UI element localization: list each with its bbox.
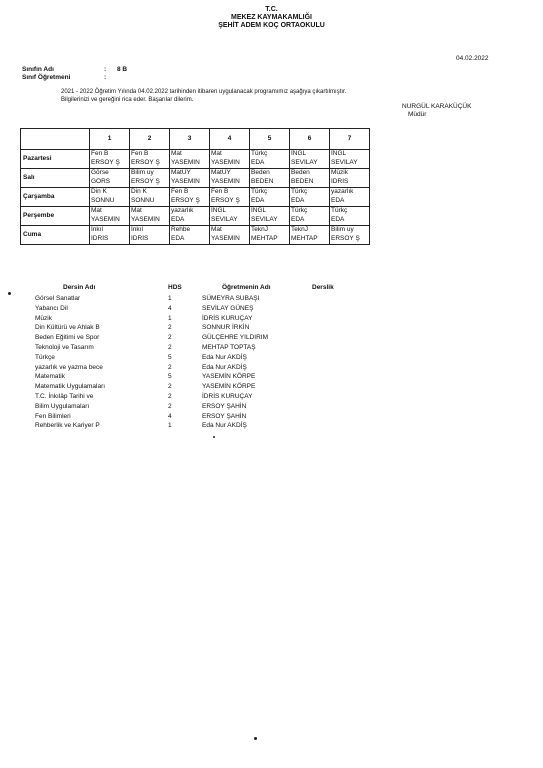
period-header: 4 <box>210 129 250 150</box>
lesson-cell <box>250 226 290 245</box>
lesson-cell <box>330 169 370 188</box>
course-teacher: SÜMEYRA SUBAŞI <box>202 295 260 302</box>
lesson-cell <box>250 150 290 169</box>
timetable-row <box>21 226 370 245</box>
lesson-cell <box>130 169 170 188</box>
course-hds: 1 <box>168 422 172 430</box>
lesson-subject: Din K <box>131 188 147 195</box>
course-teacher: YASEMİN KÖRPE <box>202 373 256 381</box>
lesson-subject: Beden <box>291 169 310 176</box>
course-name: Türkçe <box>35 353 55 361</box>
course-hds: 1 <box>168 314 172 322</box>
lesson-teacher: SONNU <box>91 197 115 204</box>
lesson-subject: İNGL <box>331 150 347 157</box>
lesson-subject: Rehbe <box>171 226 191 233</box>
lesson-subject: Din K <box>91 188 107 195</box>
lesson-cell <box>90 188 130 207</box>
lesson-cell <box>290 207 330 226</box>
lesson-subject: Fen B <box>91 150 109 157</box>
period-header: 5 <box>250 129 290 150</box>
lesson-subject: Mat <box>211 226 222 233</box>
lesson-cell <box>130 207 170 226</box>
lesson-subject: TeknJ <box>251 226 268 233</box>
course-name: Müzik <box>35 314 52 322</box>
lesson-cell <box>90 169 130 188</box>
lesson-subject: Türkç <box>251 188 268 195</box>
course-room-header: Derslik <box>312 284 334 291</box>
lesson-cell <box>130 188 170 207</box>
lesson-teacher: SEVİLAY <box>211 216 238 223</box>
lesson-teacher: ERSOY Ş <box>211 197 240 204</box>
lesson-cell <box>170 169 210 188</box>
lesson-teacher: YASEMİN <box>211 159 240 166</box>
class-teacher-separator: : <box>104 74 107 81</box>
lesson-teacher: YASEMİN <box>131 216 160 223</box>
lesson-teacher: EDA <box>291 216 305 223</box>
course-name: Matematik Uygulamaları <box>35 383 106 391</box>
lesson-teacher: EDA <box>251 159 265 166</box>
lesson-subject: Fen B <box>171 188 189 195</box>
lesson-teacher: SEVİLAY <box>331 159 358 166</box>
day-label: Perşembe <box>21 207 90 226</box>
lesson-cell <box>170 207 210 226</box>
class-teacher-label: Sınıf Öğretmeni <box>22 74 71 81</box>
lesson-subject: TeknJ <box>291 226 308 233</box>
lesson-teacher: ERSOY Ş <box>131 178 160 185</box>
lesson-subject: İnkıl <box>131 226 143 233</box>
lesson-cell <box>170 150 210 169</box>
lesson-cell <box>210 169 250 188</box>
lesson-cell <box>290 188 330 207</box>
lesson-teacher: ERSOY Ş <box>331 235 360 242</box>
lesson-cell <box>330 150 370 169</box>
course-hds: 1 <box>168 295 172 302</box>
timetable-corner-cell <box>21 129 90 150</box>
lesson-teacher: İDRİS <box>131 235 149 242</box>
lesson-subject: İNGL <box>251 207 267 214</box>
lesson-teacher: BEDEN <box>251 178 274 185</box>
bullet-mark <box>254 737 257 740</box>
lesson-subject: Müzik <box>331 169 348 176</box>
course-name: Görsel Sanatlar <box>35 295 81 302</box>
lesson-subject: Beden <box>251 169 270 176</box>
document-date: 04.02.2022 <box>456 55 489 62</box>
lesson-cell <box>170 188 210 207</box>
timetable-row <box>21 150 370 169</box>
day-label: Cuma <box>21 226 90 245</box>
lesson-cell <box>210 207 250 226</box>
timetable-row <box>21 169 370 188</box>
course-hds: 2 <box>168 334 172 342</box>
course-name: Teknoloji ve Tasarım <box>35 344 94 351</box>
lesson-teacher: İDRİS <box>91 235 109 242</box>
lesson-cell <box>330 207 370 226</box>
lesson-cell <box>290 226 330 245</box>
lesson-subject: Mat <box>211 150 222 157</box>
lesson-subject: Mat <box>171 150 182 157</box>
lesson-subject: İNGL <box>211 207 227 214</box>
lesson-teacher: SEVİLAY <box>291 159 318 166</box>
lesson-teacher: YASEMİN <box>171 178 200 185</box>
header-line-tc: T.C. <box>265 6 278 13</box>
lesson-cell <box>210 226 250 245</box>
intro-line-1: 2021 - 2022 Öğretim Yılında 04.02.2022 tarihinden itibaren uygulanacak programımız aşağıya çıkartılmıştır. <box>61 89 347 95</box>
lesson-cell <box>250 207 290 226</box>
class-separator: : <box>104 66 107 73</box>
bullet-mark <box>8 292 11 295</box>
period-header: 3 <box>170 129 210 150</box>
lesson-cell <box>250 188 290 207</box>
lesson-teacher: SEVİLAY <box>251 216 278 223</box>
timetable-row <box>21 188 370 207</box>
course-hds: 5 <box>168 353 172 361</box>
lesson-teacher: EDA <box>331 216 345 223</box>
lesson-subject: Mat <box>131 207 142 214</box>
lesson-teacher: İDRİS <box>331 178 349 185</box>
header-line-district: MEKEZ KAYMAKAMLIĞI <box>230 14 313 21</box>
timetable-header-row <box>21 129 370 150</box>
course-name: Fen Bilimleri <box>35 412 71 420</box>
course-name: yazarlık ve yazma bece <box>35 363 103 371</box>
bullet-mark <box>213 436 215 438</box>
lesson-teacher: ERSOY Ş <box>131 159 160 166</box>
lesson-cell <box>330 226 370 245</box>
principal-title: Müdür <box>408 111 427 118</box>
period-header: 6 <box>290 129 330 150</box>
course-hds: 4 <box>168 412 172 420</box>
lesson-teacher: EDA <box>251 197 265 204</box>
lesson-cell <box>210 150 250 169</box>
course-hds: 4 <box>168 304 172 312</box>
course-hds: 5 <box>168 373 172 381</box>
lesson-teacher: SONNU <box>131 197 155 204</box>
principal-name: NURGÜL KARAKÜÇÜK <box>402 103 472 110</box>
lesson-teacher: GÖRS <box>91 178 111 185</box>
lesson-subject: Mat <box>91 207 102 214</box>
lesson-subject: yazarlık <box>171 207 194 214</box>
course-name: T.C. İnkılâp Tarihi ve <box>35 393 94 400</box>
lesson-teacher: EDA <box>331 197 345 204</box>
course-name-header: Dersin Adı <box>63 284 96 291</box>
lesson-cell <box>290 150 330 169</box>
day-label: Salı <box>21 169 90 188</box>
course-teacher: YASEMİN KÖRPE <box>202 383 256 391</box>
lesson-teacher: YASEMİN <box>211 235 240 242</box>
lesson-subject: İnkıl <box>91 226 103 233</box>
lesson-teacher: MEHTAP <box>251 235 278 242</box>
intro-line-2: Bilgilerinizi ve gereğini rica eder. Başarılar dilerim. <box>61 97 194 103</box>
course-teacher: Eda Nur AKDİŞ <box>202 363 247 371</box>
course-teacher: İDRİS KURUÇAY <box>202 314 253 322</box>
course-name: Bilim Uygulamaları <box>35 402 90 410</box>
course-hds: 2 <box>168 324 172 332</box>
course-teacher: Eda Nur AKDİŞ <box>202 353 247 361</box>
lesson-cell <box>170 226 210 245</box>
class-label: Sınıfın Adı <box>22 66 54 73</box>
course-hds: 2 <box>168 393 172 400</box>
lesson-teacher: MEHTAP <box>291 235 318 242</box>
lesson-subject: Fen B <box>131 150 149 157</box>
lesson-subject: yazarlık <box>331 188 354 195</box>
course-teacher: SONNUR İRKİN <box>202 324 250 332</box>
lesson-teacher: YASEMİN <box>91 216 120 223</box>
class-value: 8 B <box>117 66 128 73</box>
lesson-cell <box>330 188 370 207</box>
lesson-teacher: YASEMİN <box>211 178 240 185</box>
course-teacher: GÜLÇEHRE YILDIRIM <box>202 334 268 342</box>
lesson-teacher: EDA <box>291 197 305 204</box>
lesson-subject: Türkç <box>251 150 268 157</box>
lesson-cell <box>130 226 170 245</box>
course-name: Din Kültürü ve Ahlak B <box>35 324 100 332</box>
lesson-cell <box>250 169 290 188</box>
period-header: 7 <box>330 129 370 150</box>
lesson-teacher: EDA <box>171 235 185 242</box>
course-hds: 2 <box>168 344 172 351</box>
lesson-subject: İNGL <box>291 150 307 157</box>
lesson-subject: Türkç <box>291 207 308 214</box>
day-label: Pazartesi <box>21 150 90 169</box>
timetable-row <box>21 207 370 226</box>
lesson-cell <box>290 169 330 188</box>
header-line-school: ŞEHİT ADEM KOÇ ORTAOKULU <box>218 22 325 29</box>
course-name: Yabancı Dil <box>35 304 68 312</box>
course-name: Matematik <box>35 373 65 381</box>
period-header: 2 <box>130 129 170 150</box>
lesson-cell <box>130 150 170 169</box>
lesson-teacher: YASEMİN <box>171 159 200 166</box>
course-teacher: MEHTAP TOPTAŞ <box>202 344 256 351</box>
lesson-subject: Türkç <box>331 207 348 214</box>
lesson-teacher: ERSOY Ş <box>171 197 200 204</box>
course-teacher: ERSOY ŞAHİN <box>202 412 247 420</box>
lesson-subject: Görse <box>91 169 109 176</box>
lesson-cell <box>90 207 130 226</box>
lesson-cell <box>90 226 130 245</box>
lesson-subject: Fen B <box>211 188 229 195</box>
course-name: Beden Eğitimi ve Spor <box>35 334 100 342</box>
lesson-teacher: BEDEN <box>291 178 314 185</box>
course-teacher-header: Öğretmenin Adı <box>222 284 271 291</box>
lesson-subject: Türkç <box>291 188 308 195</box>
lesson-subject: Bilim uy <box>331 226 354 233</box>
day-label: Çarşamba <box>21 188 90 207</box>
lesson-subject: MatUY <box>211 169 231 176</box>
course-hds: 2 <box>168 383 172 391</box>
period-header: 1 <box>90 129 130 150</box>
lesson-cell <box>90 150 130 169</box>
lesson-teacher: EDA <box>171 216 185 223</box>
course-name: Rehberlik ve Kariyer P <box>35 422 100 430</box>
course-teacher: Eda Nur AKDİŞ <box>202 422 247 430</box>
course-teacher: İDRİS KURUÇAY <box>202 393 253 400</box>
weekly-timetable <box>20 128 370 245</box>
course-hds: 2 <box>168 402 172 410</box>
lesson-teacher: ERSOY Ş <box>91 159 120 166</box>
lesson-cell <box>210 188 250 207</box>
course-teacher: ERSOY ŞAHİN <box>202 402 247 410</box>
lesson-subject: Bilim uy <box>131 169 154 176</box>
course-hds: 2 <box>168 363 172 371</box>
lesson-subject: MatUY <box>171 169 191 176</box>
course-teacher: SEVİLAY GÜNEŞ <box>202 304 254 312</box>
course-hds-header: HDS <box>168 284 182 291</box>
